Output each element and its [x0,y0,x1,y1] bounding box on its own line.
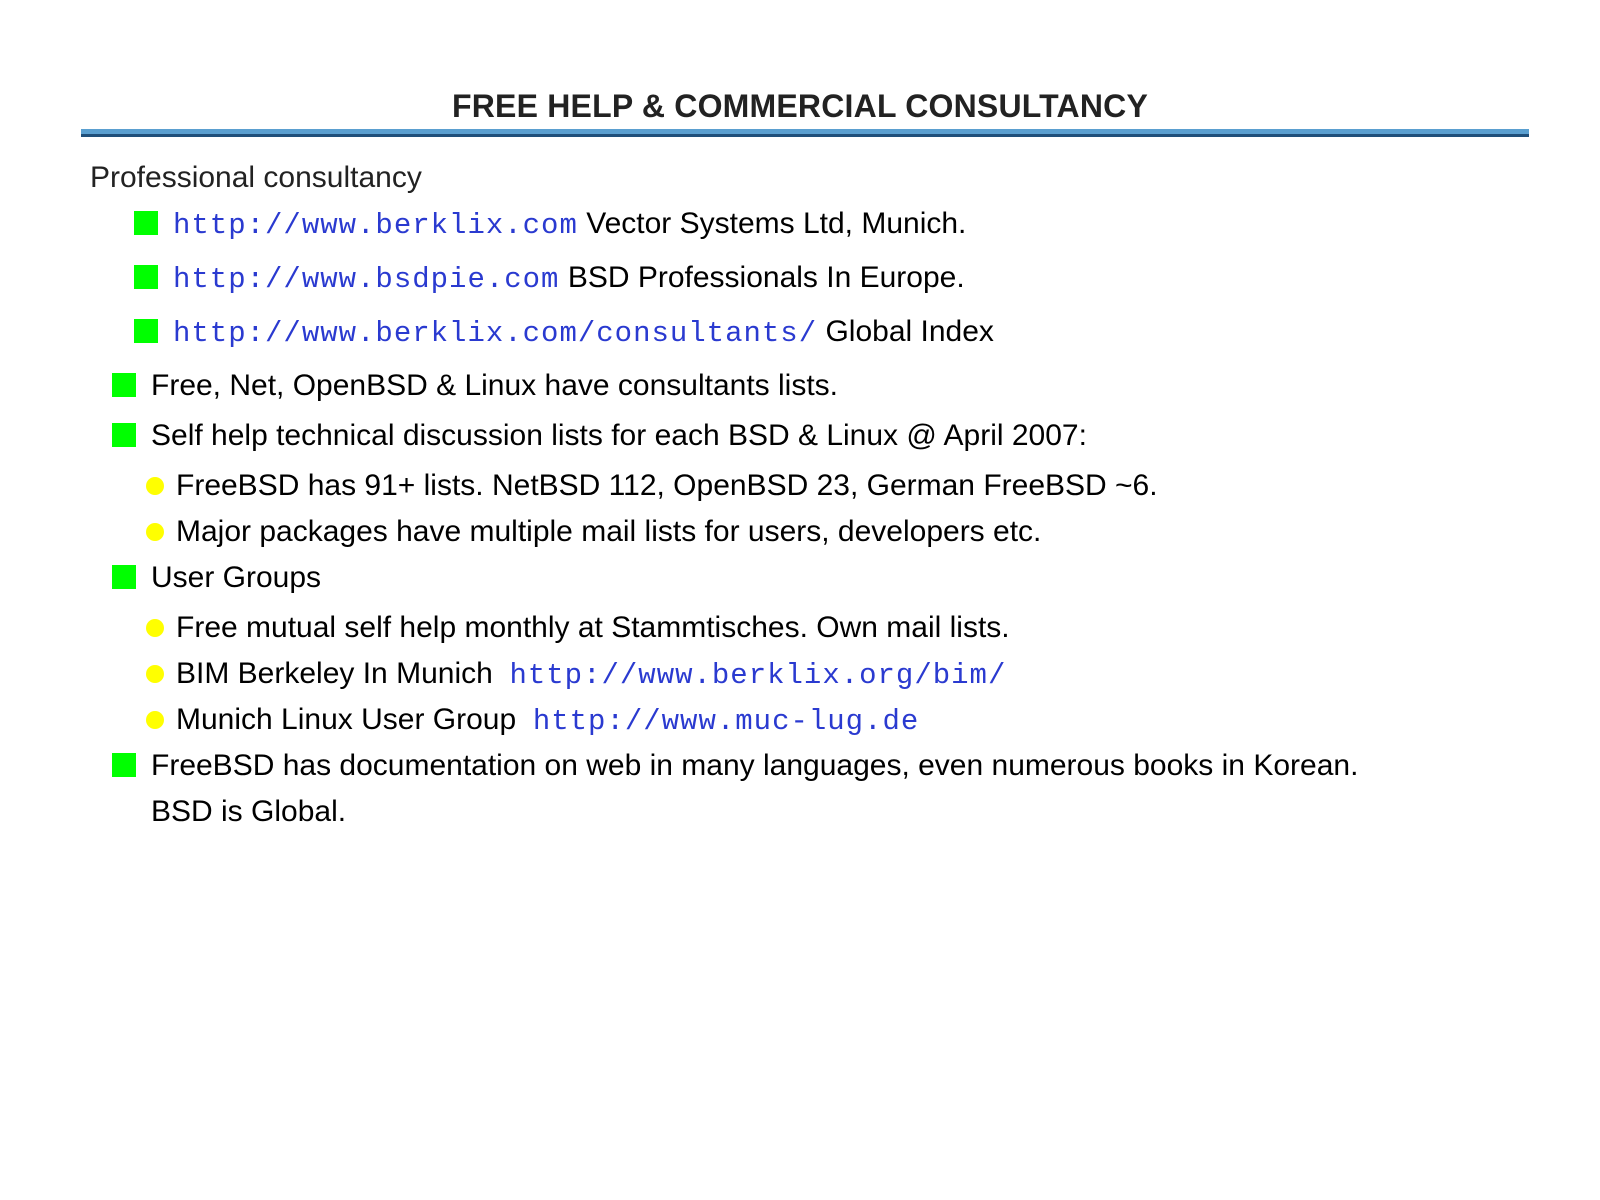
user-group-link[interactable]: http://www.muc-lug.de [532,705,920,738]
list-item [112,748,1358,784]
yellow-circle-bullet-icon [146,619,164,637]
page-title: FREE HELP & COMMERCIAL CONSULTANCY [451,88,1148,124]
list-item [134,206,966,244]
sub-list-item [146,468,1158,504]
list-item-text: Major packages have multiple mail lists for users, developers etc. [176,515,1042,548]
consultant-link[interactable]: http://www.berklix.com/consultants/ [173,317,818,350]
green-square-bullet-icon [112,423,136,447]
list-item [134,260,965,298]
list-item [112,418,1087,454]
list-item-text: Free, Net, OpenBSD & Linux have consultants lists. [151,369,838,402]
list-item-text: Free mutual self help monthly at Stammtisches. Own mail lists. [176,611,1010,644]
consultant-link[interactable]: http://www.bsdpie.com [173,263,560,296]
list-item [112,560,321,596]
green-square-bullet-icon [112,753,136,777]
list-item-text: Self help technical discussion lists for each BSD & Linux @ April 2007: [151,419,1087,452]
list-item-text: Vector Systems Ltd, Munich. [586,207,967,240]
list-item-text: User Groups [151,561,322,594]
yellow-circle-bullet-icon [146,523,164,541]
list-item-text: Munich Linux User Group [176,703,517,736]
list-item-text: Global Index [825,315,994,348]
green-square-bullet-icon [134,211,158,235]
green-square-bullet-icon [134,319,158,343]
closing-text: BSD is Global. [151,795,347,828]
yellow-circle-bullet-icon [146,665,164,683]
yellow-circle-bullet-icon [146,477,164,495]
user-group-link[interactable]: http://www.berklix.org/bim/ [509,659,1007,692]
list-item [134,314,994,352]
sub-list-item [146,514,1041,550]
title-divider [81,129,1529,137]
sub-list-item [146,702,919,740]
list-item-text: FreeBSD has documentation on web in many languages, even numerous books in Korean. [151,749,1359,782]
yellow-circle-bullet-icon [146,711,164,729]
sub-list-item [146,610,1010,646]
green-square-bullet-icon [134,265,158,289]
list-item-text: BSD Professionals In Europe. [567,261,965,294]
green-square-bullet-icon [112,565,136,589]
consultant-link[interactable]: http://www.berklix.com [173,209,578,242]
green-square-bullet-icon [112,373,136,397]
list-item-text: BIM Berkeley In Munich [176,657,493,690]
list-item-text: FreeBSD has 91+ lists. NetBSD 112, OpenBSD 23, German FreeBSD ~6. [176,469,1158,502]
section-heading-professional: Professional consultancy [90,161,422,194]
list-item [112,368,838,404]
sub-list-item [146,656,1006,694]
